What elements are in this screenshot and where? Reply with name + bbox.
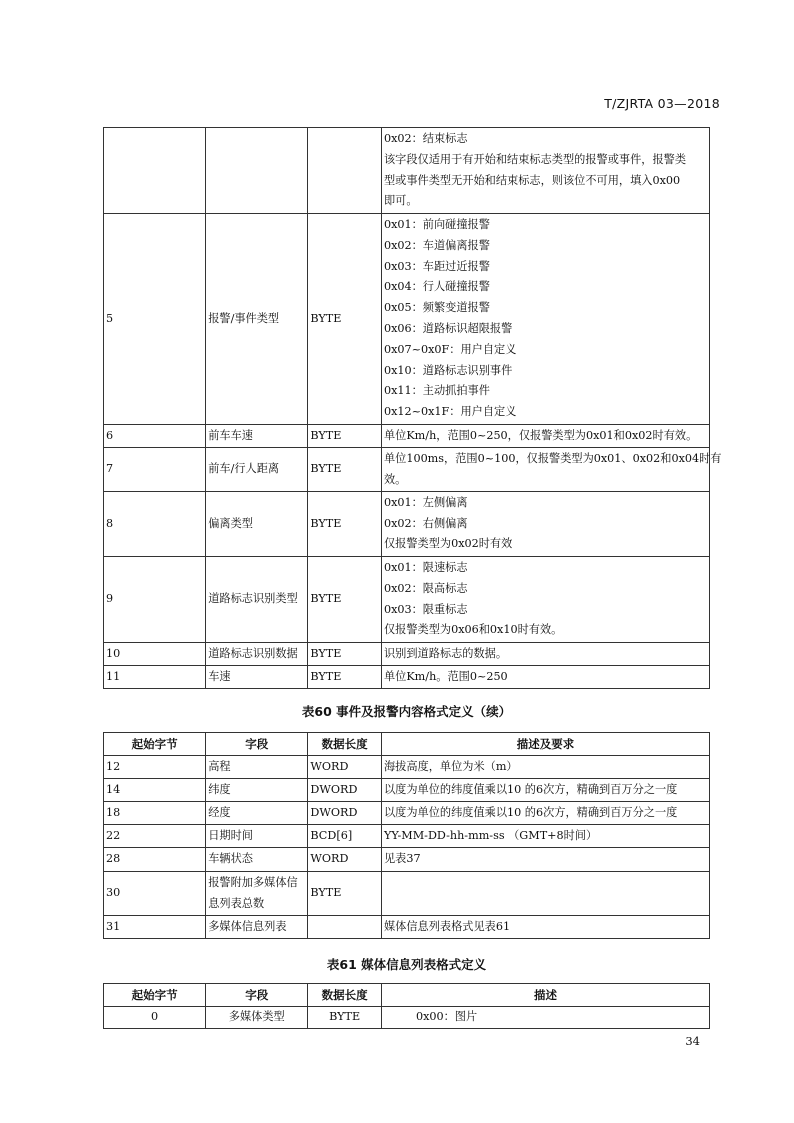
desc-line: 0x03：限重标志	[383, 602, 468, 616]
desc-line: 0x02：限高标志	[383, 581, 468, 595]
desc-line: 0x01：左侧偏离	[383, 495, 468, 509]
cell-description	[381, 448, 722, 492]
cell-length: BYTE	[308, 557, 382, 643]
desc-line: 0x12~0x1F：用户自定义	[383, 405, 517, 419]
table-row	[104, 643, 710, 666]
cell-description	[381, 643, 709, 666]
desc-line: 0x10：道路标志识别事件	[383, 363, 513, 377]
cell-field: 道路标志识别数据	[206, 643, 308, 666]
table-row	[104, 802, 710, 825]
desc-line: 0x02：结束标志	[383, 131, 468, 145]
desc-line: 即可。	[383, 194, 418, 208]
cell-field: 高程	[206, 756, 308, 779]
cell-description: 见表37	[381, 848, 709, 872]
cell-length: BYTE	[308, 1007, 382, 1029]
cell-start: 8	[104, 492, 206, 557]
cell-start: 5	[104, 214, 206, 425]
table-61-caption: 表61 媒体信息列表格式定义	[326, 957, 487, 972]
desc-line: 0x06：道路标识超限报警	[383, 322, 513, 335]
cell-length: BYTE	[308, 425, 382, 448]
cell-length: BYTE	[308, 214, 382, 425]
cell-field: 多媒体类型	[206, 1007, 308, 1029]
cell-description: 0x00：图片	[381, 1007, 709, 1029]
cell-description	[381, 128, 709, 214]
table-61	[103, 983, 710, 1029]
desc-line: 仅报警类型为0x02时有效	[383, 537, 513, 551]
header-start-byte: 起始字节	[104, 733, 206, 756]
cell-description	[381, 425, 709, 448]
desc-line: 0x03：车距过近报警	[383, 259, 490, 273]
table-row	[104, 848, 710, 872]
cell-start: 22	[104, 825, 206, 848]
table-row	[104, 557, 710, 643]
table-row	[104, 872, 710, 916]
cell-field: 车速	[206, 666, 308, 689]
cell-length: DWORD	[308, 802, 382, 825]
cell-field: 前车/行人距离	[206, 448, 308, 492]
cell-start: 9	[104, 557, 206, 643]
desc-line: 0x05：频繁变道报警	[383, 301, 490, 315]
table-row	[104, 214, 710, 425]
cell-start: 7	[104, 448, 206, 492]
table-header-row	[104, 733, 710, 756]
table-header-row	[104, 984, 710, 1007]
header-start-byte: 起始字节	[104, 984, 206, 1007]
table-60	[103, 732, 710, 939]
desc-line: 单位Km/h。范围0~250	[383, 669, 508, 683]
cell-description	[381, 557, 709, 643]
table-row	[104, 448, 710, 492]
table-row	[104, 1007, 710, 1029]
cell-length: WORD	[308, 848, 382, 872]
cell-length: BYTE	[308, 643, 382, 666]
desc-line: 单位Km/h，范围0~250，仅报警类型为0x01和0x02时有效。	[383, 428, 698, 442]
table-row	[104, 128, 710, 214]
cell-start: 14	[104, 779, 206, 802]
cell-description	[381, 214, 709, 425]
cell-field	[206, 128, 308, 214]
header-description: 描述及要求	[381, 733, 709, 756]
cell-field: 报警/事件类型	[206, 214, 308, 425]
desc-line: 该字段仅适用于有开始和结束标志类型的报警或事件，报警类	[383, 152, 687, 166]
cell-start: 6	[104, 425, 206, 448]
table-row	[104, 492, 710, 557]
desc-line: 0x04：行人碰撞报警	[383, 280, 490, 294]
cell-length: DWORD	[308, 779, 382, 802]
cell-length	[308, 916, 382, 939]
cell-description: YY-MM-DD-hh-mm-ss （GMT+8时间）	[381, 825, 709, 848]
cell-field: 多媒体信息列表	[206, 916, 308, 939]
table-row	[104, 916, 710, 939]
cell-description	[381, 666, 709, 689]
cell-length: BYTE	[308, 448, 382, 492]
cell-start: 0	[104, 1007, 206, 1029]
cell-description: 海拔高度，单位为米（m）	[381, 756, 709, 779]
cell-start: 30	[104, 872, 206, 916]
table-60-caption: 表60 事件及报警内容格式定义（续）	[301, 704, 512, 719]
cell-length: BCD[6]	[308, 825, 382, 848]
cell-start: 18	[104, 802, 206, 825]
desc-line: 仅报警类型为0x06和0x10时有效。	[383, 623, 563, 637]
header-field: 字段	[206, 733, 308, 756]
cell-length: BYTE	[308, 666, 382, 689]
desc-line: 0x11：主动抓拍事件	[383, 384, 490, 398]
cell-field: 道路标志识别类型	[206, 557, 308, 643]
header-field: 字段	[206, 984, 308, 1007]
cell-length: WORD	[308, 756, 382, 779]
header-description: 描述	[381, 984, 709, 1007]
cell-field: 前车车速	[206, 425, 308, 448]
cell-field: 纬度	[206, 779, 308, 802]
cell-description	[381, 492, 709, 557]
desc-line: 型或事件类型无开始和结束标志，则该位不可用，填入0x00	[383, 173, 681, 187]
cell-description: 以度为单位的纬度值乘以10 的6次方，精确到百万分之一度	[381, 802, 709, 825]
cell-description: 媒体信息列表格式见表61	[381, 916, 709, 939]
desc-line: 识别到道路标志的数据。	[383, 646, 508, 660]
cell-start: 10	[104, 643, 206, 666]
table-row	[104, 756, 710, 779]
cell-field: 经度	[206, 802, 308, 825]
cell-field: 偏离类型	[206, 492, 308, 557]
cell-field: 日期时间	[206, 825, 308, 848]
header-length: 数据长度	[308, 733, 382, 756]
cell-length: BYTE	[308, 492, 382, 557]
cell-field: 车辆状态	[206, 848, 308, 872]
cell-start: 12	[104, 756, 206, 779]
desc-line: 0x01：前向碰撞报警	[383, 218, 490, 232]
cell-length: BYTE	[308, 872, 382, 916]
desc-line: 效。	[383, 472, 407, 486]
cell-length	[308, 128, 382, 214]
cell-description: 以度为单位的纬度值乘以10 的6次方，精确到百万分之一度	[381, 779, 709, 802]
cell-description	[381, 872, 709, 916]
table-row	[104, 825, 710, 848]
table-row	[104, 425, 710, 448]
field-line: 报警附加多媒体信	[208, 875, 298, 889]
cell-start: 11	[104, 666, 206, 689]
table-continued	[103, 127, 722, 689]
table-row	[104, 779, 710, 802]
field-line: 息列表总数	[208, 896, 265, 910]
cell-start: 28	[104, 848, 206, 872]
cell-start	[104, 128, 206, 214]
document-code: T/ZJRTA 03—2018	[604, 96, 720, 111]
desc-line: 0x02：右侧偏离	[383, 516, 468, 530]
page-number: 34	[685, 1034, 700, 1048]
desc-line: 0x01：限速标志	[383, 560, 468, 574]
desc-line: 单位100ms，范围0~100，仅报警类型为0x01、0x02和0x04时有	[383, 451, 722, 465]
desc-line: 0x07~0x0F：用户自定义	[383, 342, 517, 356]
header-length: 数据长度	[308, 984, 382, 1007]
table-row	[104, 666, 710, 689]
desc-line: 0x02：车道偏离报警	[383, 238, 490, 252]
cell-field	[206, 872, 308, 916]
cell-start: 31	[104, 916, 206, 939]
